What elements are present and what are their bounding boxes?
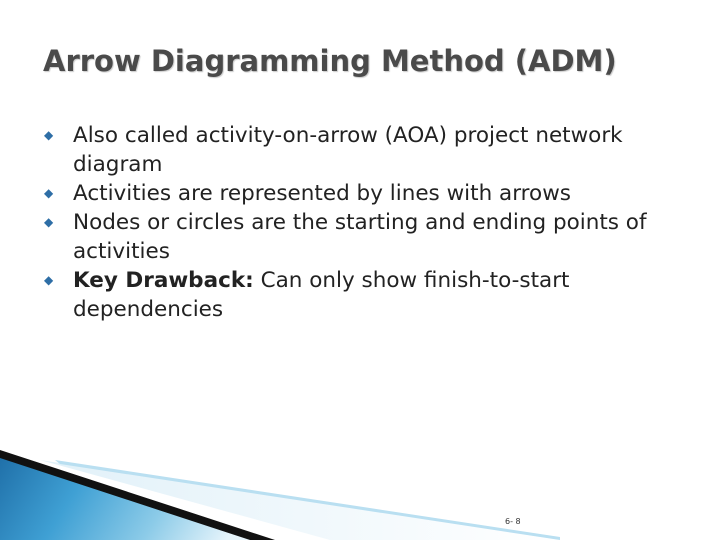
bullet-item-4 [44, 266, 684, 324]
bullet-text: Activities are represented by lines with arrows [73, 181, 571, 206]
bullet-text: Can only show finish-to-start dependencies [73, 268, 570, 322]
bullet-item-3 [44, 208, 684, 266]
bullet-list [44, 121, 684, 324]
bullet-icon: ◆ [44, 186, 54, 200]
decorative-swoosh [0, 440, 560, 540]
bullet-icon: ◆ [44, 273, 54, 287]
bullet-text: Also called activity-on-arrow (AOA) project network diagram [73, 123, 623, 177]
bullet-icon: ◆ [44, 128, 54, 142]
bullet-text: Nodes or circles are the starting and ending points of activities [73, 210, 647, 264]
key-drawback-label: Key Drawback: [73, 268, 254, 293]
page-number: 6- 8 [505, 517, 521, 526]
bullet-item-1 [44, 121, 684, 179]
slide-title: Arrow Diagramming Method (ADM) [43, 44, 617, 78]
bullet-icon: ◆ [44, 215, 54, 229]
bullet-item-2 [44, 179, 684, 208]
